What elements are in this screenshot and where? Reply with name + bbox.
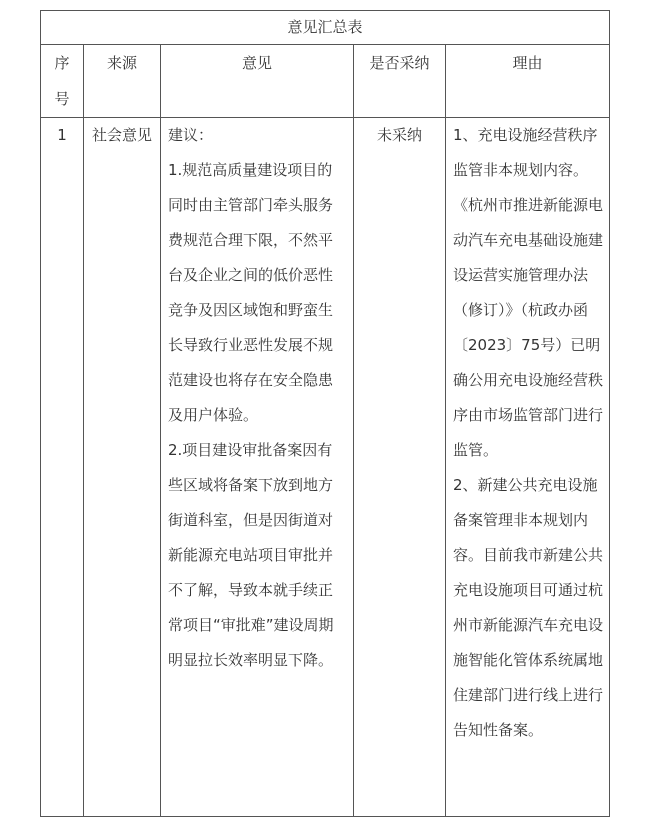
row-source: 社会意见	[92, 126, 153, 144]
opinion-paragraph: 1.规范高质量建设项目的同时由主管部门牵头服务费规范合理下限，不然平台及企业之间的低价恶性竞争及因区域饱和野蛮生长导致行业恶性发展不规范建设也将存在安全隐患及用户体验。	[168, 161, 334, 424]
opinion-paragraph: 建议：	[168, 126, 214, 144]
row-adopted: 未采纳	[376, 126, 422, 144]
reason-paragraph: 1、充电设施经营秩序监管非本规划内容。《杭州市推进新能源电动汽车充电基础设施建设运营实施管理办法（修订）》（杭政办函〔2023〕75号）已明确公用充电设施经营秩序由市场监管部门进行监管。	[453, 126, 604, 459]
header-source: 来源	[84, 45, 161, 118]
header-seq: 序号	[41, 45, 84, 118]
header-adopted: 是否采纳	[354, 45, 446, 118]
table-header-row	[41, 45, 610, 118]
opinion-summary-table	[40, 10, 610, 817]
opinion-paragraph: 2.项目建设审批备案因有些区域将备案下放到地方街道科室，但是因街道对新能源充电站项目审批并不了解，导致本就手续正常项目“审批难”建设周期明显拉长效率明显下降。	[168, 441, 334, 669]
cell-source	[84, 118, 161, 817]
table-title-row	[41, 11, 610, 45]
header-opinion: 意见	[161, 45, 354, 118]
reason-paragraph: 2、新建公共充电设施备案管理非本规划内容。目前我市新建公共充电设施项目可通过杭州市新能源汽车充电设施智能化管体系统属地住建部门进行线上进行告知性备案。	[453, 476, 604, 739]
cell-adopted	[354, 118, 446, 817]
row-seq: 1	[57, 126, 67, 144]
header-reason: 理由	[446, 45, 610, 118]
cell-opinion	[161, 118, 354, 817]
cell-reason	[446, 118, 610, 817]
table-row	[41, 118, 610, 817]
table-title: 意见汇总表	[41, 11, 610, 45]
cell-seq	[41, 118, 84, 817]
